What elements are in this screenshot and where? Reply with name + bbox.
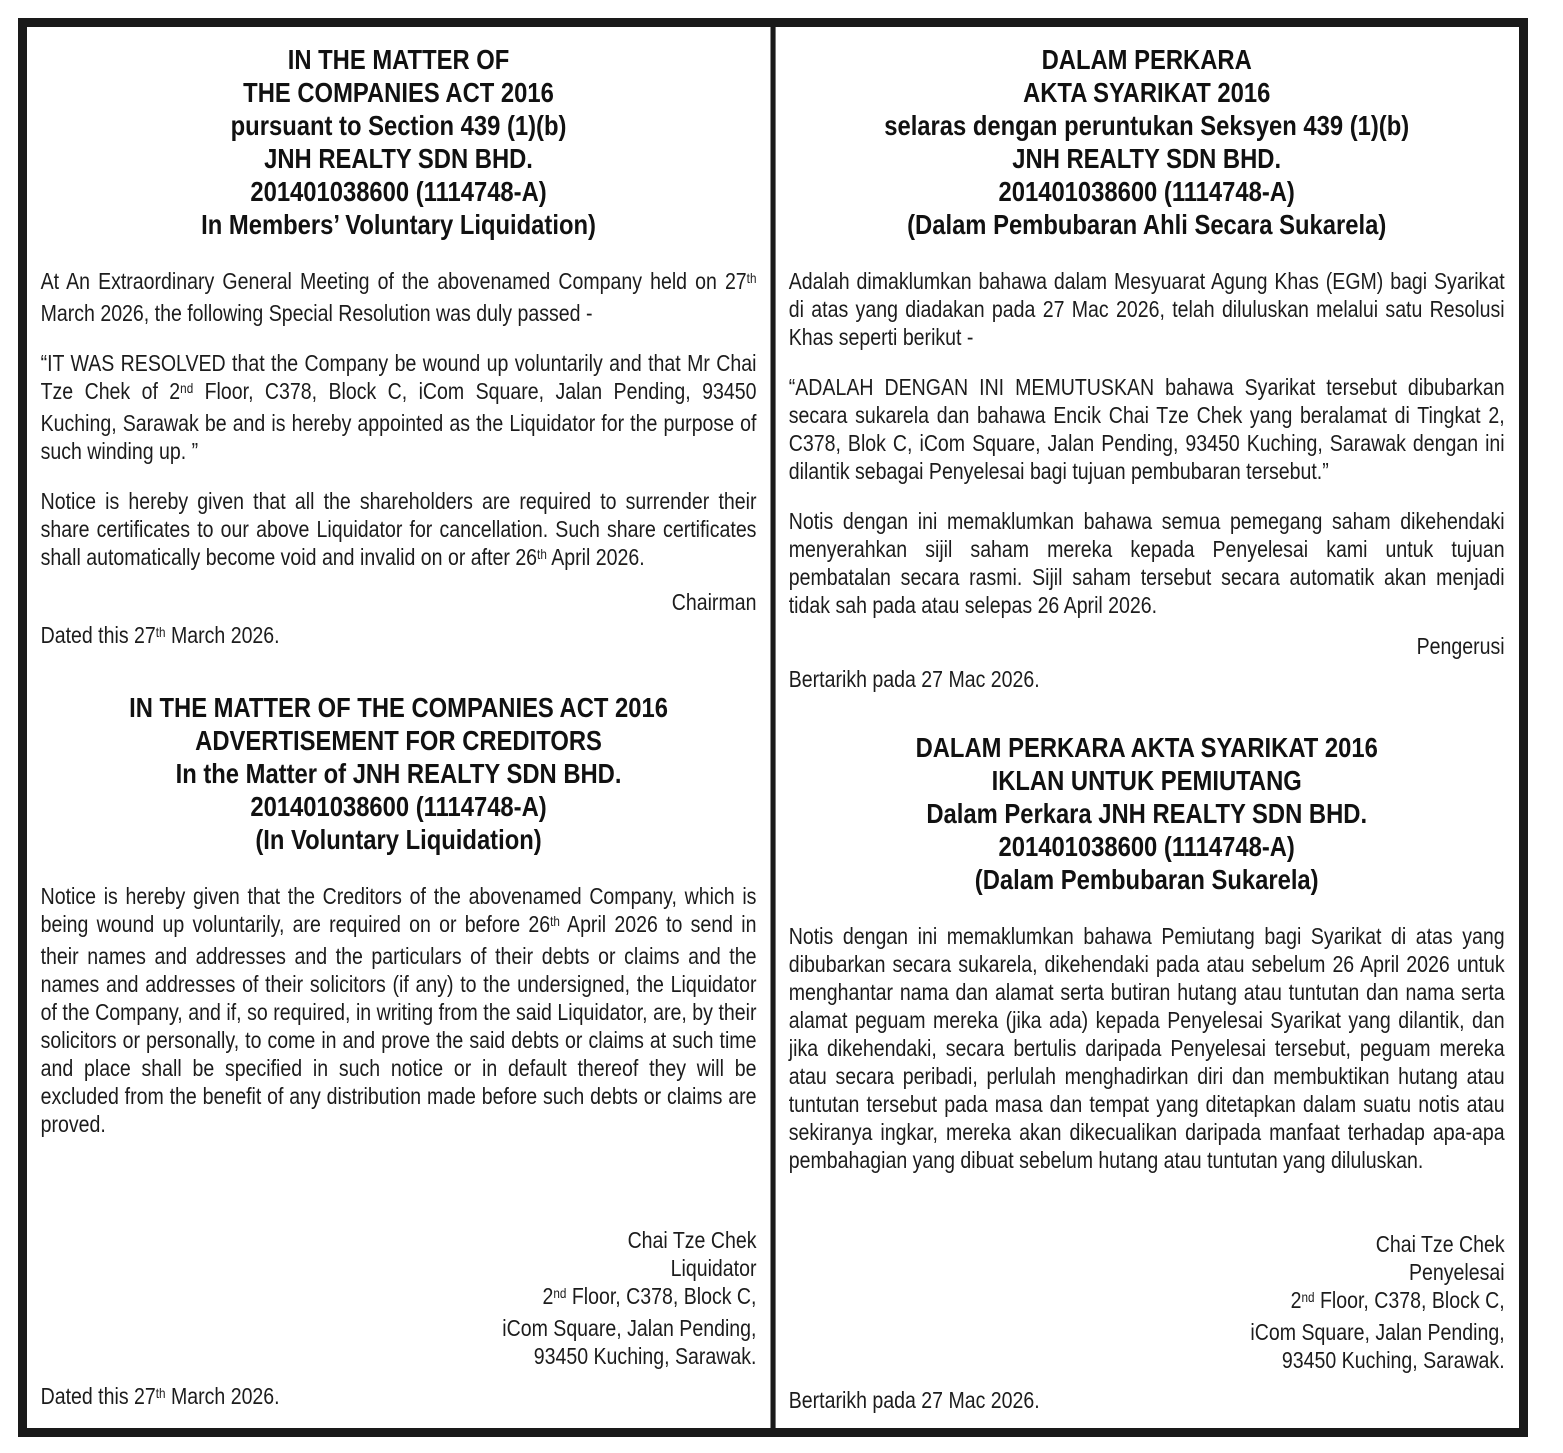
text-segment: Floor, C378, Block C, [566, 1283, 757, 1309]
text-segment: 2 [1290, 1287, 1302, 1313]
signature-block-ms [789, 1230, 1505, 1374]
superscript-text: th [746, 270, 757, 286]
heading-line: ADVERTISEMENT FOR CREDITORS [195, 725, 602, 756]
signature-address-line: 93450 Kuching, Sarawak. [533, 1343, 757, 1369]
text-segment: Dated this 27 [40, 1383, 156, 1409]
heading-line: DALAM PERKARA [1041, 44, 1252, 75]
heading-line: DALAM PERKARA AKTA SYARIKAT 2016 [915, 732, 1378, 763]
heading-members-liquidation-ms [789, 43, 1505, 241]
text-segment: Notice is hereby given that the Creditors of the abovenamed Company, which is being wound up voluntarily, are required on or before 26 [40, 883, 757, 937]
heading-line: 201401038600 (1114748-A) [998, 831, 1295, 862]
signature-role: Penyelesai [1409, 1259, 1505, 1285]
text-segment: At An Extraordinary General Meeting of the abovenamed Company held on 27 [40, 268, 747, 294]
text-segment: April 2026 to send in their names and addresses and the particulars of their debts or claims and the names and addresses of their solicitors (if any) to the undersigned, the Liquidator of the Company, and if, so required, in writing from the said Liquidator, are, by their solicitors or personally, to come in and prove the said debts or claims at such time and place shall be specified in such notice or in default thereof they will be excluded from the benefit of any distribution made before such debts or claims are proved. [40, 911, 757, 1137]
text-segment: Notis dengan ini memaklumkan bahawa semua pemegang saham dikehendaki menyerahkan sijil saham mereka kepada Penyelesai kami untuk tujuan pembatalan secara rasmi. Sijil saham tersebut secara automatik akan menjadi tidak sah pada atau selepas 26 April 2026. [788, 508, 1505, 618]
text-segment: Notis dengan ini memaklumkan bahawa Pemiutang bagi Syarikat di atas yang dibubarkan secara sukarela, dikehendaki pada atau sebelum 26 April 2026 untuk menghantar nama dan alamat serta butiran hutang atau tuntutan dan nama serta alamat peguam mereka (jika ada) kepada Penyelesai Syarikat yang dilantik, dan jika dikehendaki, secara bertulis daripada Penyelesai tersebut, peguam mereka atau secara peribadi, perlulah menghadirkan diri dan membuktikan hutang atau tuntutan tersebut pada masa dan tempat yang ditetapkan dalam suatu notis atau sekiranya ingkar, mereka akan dikecualikan daripada manfaat terhadap apa-apa pembahagian yang dibuat sebelum hutang atau tuntutan yang diluluskan. [788, 923, 1505, 1173]
text-segment: 2 [542, 1283, 554, 1309]
text-segment: Notice is hereby given that all the shareholders are required to surrender their share certificates to our above Liquidator for cancellation. Such share certificates shall automatically become void and invalid on or after 26 [40, 488, 757, 570]
heading-line: In the Matter of JNH REALTY SDN BHD. [175, 758, 622, 789]
heading-line: IN THE MATTER OF [287, 44, 510, 75]
signoff-chairman: Chairman [671, 589, 757, 615]
heading-creditors-ms [789, 731, 1505, 896]
paragraph-resolution-ms [789, 373, 1505, 485]
dated-line-bottom-en [41, 1382, 757, 1414]
superscript-text: nd [180, 380, 194, 396]
text-segment: Floor, C378, Block C, iCom Square, Jalan Pending, 93450 Kuching, Sarawak be and is hereby appointed as the Liquidator for the purpose of such winding up. ” [40, 378, 757, 464]
signoff-pengerusi: Pengerusi [1416, 633, 1505, 659]
paragraph-resolution-en [41, 349, 757, 465]
heading-members-liquidation-en [41, 43, 757, 241]
heading-line: In Members’ Voluntary Liquidation) [201, 209, 596, 240]
flex-spacer [41, 1138, 757, 1226]
heading-line: IKLAN UNTUK PEMIUTANG [991, 765, 1302, 796]
signature-address-line: 93450 Kuching, Sarawak. [1281, 1347, 1505, 1373]
superscript-text: th [155, 1385, 166, 1401]
superscript-text: th [537, 546, 547, 562]
signature-name: Chai Tze Chek [1375, 1231, 1505, 1257]
heading-line: 201401038600 (1114748-A) [250, 176, 547, 207]
dated-line-first-en [41, 621, 757, 653]
signature-address-line [789, 1286, 1505, 1318]
superscript-text: nd [1301, 1289, 1315, 1305]
paragraph-shareholders-ms [789, 507, 1505, 619]
superscript-text: th [550, 913, 560, 929]
heading-line: selaras dengan peruntukan Seksyen 439 (1)(b) [884, 110, 1410, 141]
heading-line: JNH REALTY SDN BHD. [264, 143, 533, 174]
columns [27, 27, 1518, 1428]
heading-line: 201401038600 (1114748-A) [998, 176, 1295, 207]
flex-spacer [789, 1174, 1505, 1230]
paragraph-creditors-en [41, 882, 757, 1138]
paragraph-egm-en [41, 267, 757, 327]
text-segment: March 2026, the following Special Resolution was duly passed - [40, 300, 593, 326]
superscript-text: th [155, 624, 166, 640]
dated-line-bottom-ms [789, 1386, 1505, 1414]
superscript-text: nd [553, 1285, 567, 1301]
text-segment: Bertarikh pada 27 Mac 2026. [788, 1387, 1040, 1413]
signature-address-line: iCom Square, Jalan Pending, [502, 1315, 757, 1341]
signature-block-en [41, 1226, 757, 1370]
signature-name: Chai Tze Chek [627, 1227, 757, 1253]
heading-line: IN THE MATTER OF THE COMPANIES ACT 2016 [129, 692, 668, 723]
heading-line: pursuant to Section 439 (1)(b) [230, 110, 567, 141]
dated-line-first-ms [789, 665, 1505, 693]
signature-role: Liquidator [670, 1255, 757, 1281]
heading-line: 201401038600 (1114748-A) [250, 791, 547, 822]
notice-content [27, 27, 1518, 1428]
heading-line: AKTA SYARIKAT 2016 [1023, 77, 1271, 108]
text-segment: March 2026. [165, 1383, 280, 1409]
column-malay [775, 27, 1518, 1428]
notice-frame [18, 18, 1528, 1437]
heading-line: (Dalam Pembubaran Sukarela) [974, 864, 1319, 895]
heading-line: JNH REALTY SDN BHD. [1012, 143, 1282, 174]
heading-line: (Dalam Pembubaran Ahli Secara Sukarela) [907, 209, 1387, 240]
text-segment: April 2026. [546, 544, 645, 570]
heading-line: (In Voluntary Liquidation) [255, 824, 542, 855]
heading-line: Dalam Perkara JNH REALTY SDN BHD. [926, 798, 1368, 829]
text-segment: “IT WAS RESOLVED that the Company be wound up voluntarily and that Mr Chai Tze Chek of 2 [40, 350, 757, 404]
paragraph-creditors-ms [789, 922, 1505, 1174]
signature-address-line: iCom Square, Jalan Pending, [1250, 1319, 1505, 1345]
column-english [27, 27, 770, 1428]
signature-address-line [41, 1282, 757, 1314]
text-segment: Bertarikh pada 27 Mac 2026. [788, 666, 1040, 692]
text-segment: “ADALAH DENGAN INI MEMUTUSKAN bahawa Syarikat tersebut dibubarkan secara sukarela dan bahawa Encik Chai Tze Chek yang beralamat di Tingkat 2, C378, Blok C, iCom Square, Jalan Pending, 93450 Kuching, Sarawak dengan ini dilantik sebagai Penyelesai bagi tujuan pembubaran tersebut.” [788, 374, 1505, 484]
paragraph-shareholders-en [41, 487, 757, 575]
paragraph-egm-ms [789, 267, 1505, 351]
text-segment: Dated this 27 [40, 622, 156, 648]
heading-creditors-en [41, 691, 757, 856]
text-segment: March 2026. [165, 622, 280, 648]
heading-line: THE COMPANIES ACT 2016 [243, 77, 554, 108]
text-segment: Floor, C378, Block C, [1314, 1287, 1505, 1313]
text-segment: Adalah dimaklumkan bahawa dalam Mesyuarat Agung Khas (EGM) bagi Syarikat di atas yang diadakan pada 27 Mac 2026, telah diluluskan melalui satu Resolusi Khas seperti berikut - [788, 268, 1505, 350]
